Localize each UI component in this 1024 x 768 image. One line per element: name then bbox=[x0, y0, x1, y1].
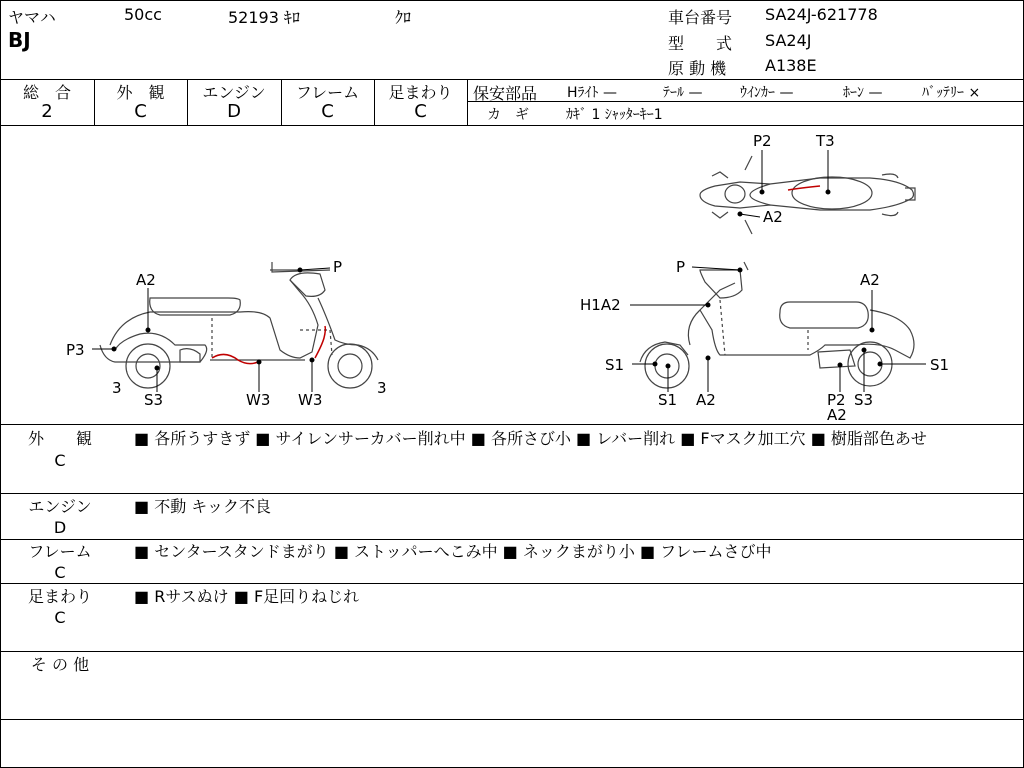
label-right-a2: A2 bbox=[860, 271, 880, 289]
remark-suspension-label: 足まわり bbox=[27, 587, 92, 606]
safety-battery-name: ﾊﾞｯﾃﾘｰ bbox=[922, 85, 964, 101]
safety-label: 保安部品 bbox=[473, 84, 538, 103]
divider bbox=[467, 79, 468, 125]
safety-tail-name: ﾃｰﾙ bbox=[663, 85, 684, 101]
grade-total-value: 2 bbox=[41, 101, 53, 122]
model-name: BJ bbox=[8, 28, 31, 52]
type-label: 型 式 bbox=[668, 34, 733, 53]
key-label: カ ギ bbox=[487, 107, 529, 123]
label-top-t3: T3 bbox=[816, 132, 835, 150]
mileage-unit: ｷﾛ bbox=[284, 8, 301, 27]
safety-horn-value: — bbox=[868, 85, 883, 101]
label-left-p3: P3 bbox=[66, 341, 85, 359]
displacement: 50cc bbox=[124, 5, 162, 24]
remark-exterior-label: 外 観 bbox=[27, 429, 92, 448]
label-right-a2b: A2 bbox=[696, 391, 716, 409]
maker: ヤマハ bbox=[8, 8, 56, 27]
label-left-s3: S3 bbox=[144, 391, 164, 409]
mileage-value: 52193 bbox=[228, 8, 279, 27]
mileage bbox=[228, 5, 300, 28]
damage-diagram bbox=[0, 126, 1024, 424]
divider bbox=[0, 539, 1024, 540]
type-value: SA24J bbox=[765, 31, 812, 50]
remark-engine-label: エンジン bbox=[28, 497, 92, 516]
remark-exterior-text: ■ 各所うすきず ■ サイレンサーカバー削れ中 ■ 各所さび小 ■ レバー削れ ■ Fマスク加工穴 ■ 樹脂部色あせ bbox=[134, 429, 927, 448]
label-right-s1b: S1 bbox=[658, 391, 678, 409]
label-top-a2: A2 bbox=[763, 208, 783, 226]
label-left-3b: 3 bbox=[377, 379, 387, 397]
grade-suspension-label: 足まわり bbox=[388, 83, 453, 102]
label-right-p2: P2 bbox=[827, 391, 846, 409]
remark-frame-text: ■ センタースタンドまがり ■ ストッパーへこみ中 ■ ネックまがり小 ■ フレームさび中 bbox=[134, 542, 772, 561]
safety-headlight-value: — bbox=[602, 85, 617, 101]
divider bbox=[0, 651, 1024, 652]
remark-engine-text: ■ 不動 キック不良 bbox=[134, 497, 271, 516]
label-right-p: P bbox=[676, 258, 686, 276]
remark-frame-label: フレーム bbox=[28, 542, 92, 561]
damage-mark bbox=[212, 354, 258, 363]
remark-exterior-grade: C bbox=[54, 451, 66, 470]
remark-suspension-grade: C bbox=[54, 608, 66, 627]
chassis-value: SA24J-621778 bbox=[765, 5, 878, 24]
divider bbox=[0, 424, 1024, 425]
safety-horn-name: ﾎｰﾝ bbox=[843, 85, 864, 101]
remark-engine-grade: D bbox=[53, 518, 67, 537]
safety-headlight-name: Hﾗｲﾄ bbox=[567, 85, 599, 101]
color: ｸﾛ bbox=[395, 8, 412, 27]
key-value: ｶｷﾞ 1 ｼｬｯﾀｰｷｰ1 bbox=[566, 107, 663, 123]
safety-winker bbox=[740, 82, 793, 102]
engine-model-value: A138E bbox=[765, 56, 817, 75]
remark-frame-grade: C bbox=[54, 563, 66, 582]
safety-battery-value: × bbox=[968, 85, 981, 101]
grade-frame-label: フレーム bbox=[295, 83, 360, 102]
divider bbox=[0, 493, 1024, 494]
label-right-s1a: S1 bbox=[605, 356, 625, 374]
damage-mark bbox=[788, 186, 820, 190]
label-top-p2: P2 bbox=[753, 132, 772, 150]
label-right-s1c: S1 bbox=[930, 356, 950, 374]
grade-exterior-label: 外 観 bbox=[116, 83, 165, 102]
label-right-s3: S3 bbox=[854, 391, 874, 409]
safety-winker-name: ｳｲﾝｶｰ bbox=[740, 85, 775, 101]
safety-tail-value: — bbox=[688, 85, 703, 101]
grade-engine-value: D bbox=[227, 101, 241, 122]
safety-tail bbox=[663, 82, 702, 102]
label-right-a2c: A2 bbox=[827, 406, 847, 424]
label-left-3a: 3 bbox=[112, 379, 122, 397]
chassis-label: 車台番号 bbox=[668, 8, 733, 27]
divider bbox=[0, 583, 1024, 584]
grade-suspension-value: C bbox=[414, 101, 427, 122]
label-left-w3b: W3 bbox=[298, 391, 323, 409]
remark-suspension-text: ■ Rサスぬけ ■ F足回りねじれ bbox=[134, 587, 360, 606]
divider bbox=[0, 719, 1024, 720]
grade-engine-label: エンジン bbox=[202, 83, 266, 102]
label-left-w3a: W3 bbox=[246, 391, 271, 409]
safety-horn bbox=[843, 82, 882, 102]
grade-exterior-value: C bbox=[134, 101, 147, 122]
scooter-top-view bbox=[700, 156, 915, 234]
grade-frame-value: C bbox=[321, 101, 334, 122]
remark-other-label: そ の 他 bbox=[30, 655, 90, 674]
grade-total-label: 総 合 bbox=[22, 83, 71, 102]
safety-battery bbox=[922, 82, 980, 102]
safety-winker-value: — bbox=[779, 85, 794, 101]
label-left-a2: A2 bbox=[136, 271, 156, 289]
engine-model-label: 原 動 機 bbox=[668, 59, 727, 78]
label-left-p: P bbox=[333, 258, 343, 276]
label-right-h1a2: H1A2 bbox=[580, 296, 621, 314]
safety-headlight bbox=[567, 82, 617, 102]
